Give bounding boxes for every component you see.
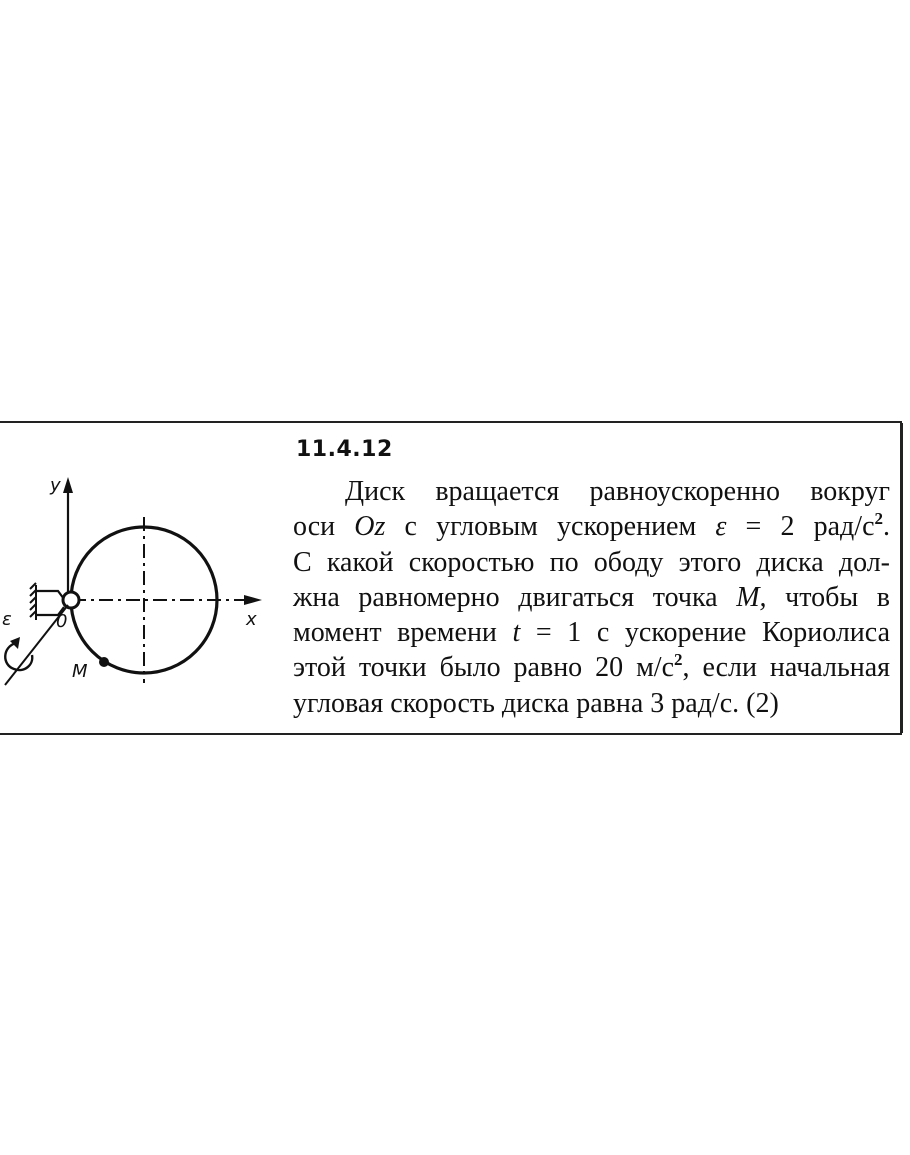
problem-statement [293, 474, 890, 721]
epsilon-symbol: ε [715, 511, 727, 543]
wall-hatch [30, 583, 36, 620]
disk-figure [0, 465, 280, 715]
statement-line-4: жна равномерно двигаться точка M, чтобы в [293, 581, 890, 613]
top-rule [0, 421, 902, 423]
statement-line-6: этой точки было равно 20 $м/с^2$, если начальная [293, 650, 890, 684]
label-o: 0 [56, 611, 68, 632]
label-epsilon: ε [2, 609, 12, 630]
time-var: t [512, 617, 521, 649]
pivot-hinge [63, 592, 79, 608]
x-axis-arrow-icon [244, 595, 262, 605]
statement-line-3: С какой скоростью по ободу этого диска дол- [293, 546, 890, 578]
label-y: y [50, 475, 61, 496]
axis-oz: Oz [354, 511, 386, 543]
right-rule [900, 423, 903, 733]
statement-line-1: Диск вращается равноускоренно вокруг [345, 476, 890, 507]
statement-line-2: оси Oz с угловым ускорением ε = 2 рад/$с^2$. [293, 509, 891, 543]
statement-line-7: угловая скорость диска равна 3 рад/с. (2) [293, 687, 779, 719]
problem-number: 11.4.12 [296, 437, 393, 462]
label-m: M [72, 661, 88, 682]
rotation-arrowhead-icon [10, 637, 20, 649]
bottom-rule [0, 733, 902, 735]
statement-line-5: момент времени t = 1 с ускорение Кориолиса [293, 617, 890, 649]
y-axis-arrow-icon [63, 477, 73, 493]
point-m [99, 657, 109, 667]
point-m-ref: M, [736, 581, 767, 613]
label-x: x [246, 609, 257, 630]
